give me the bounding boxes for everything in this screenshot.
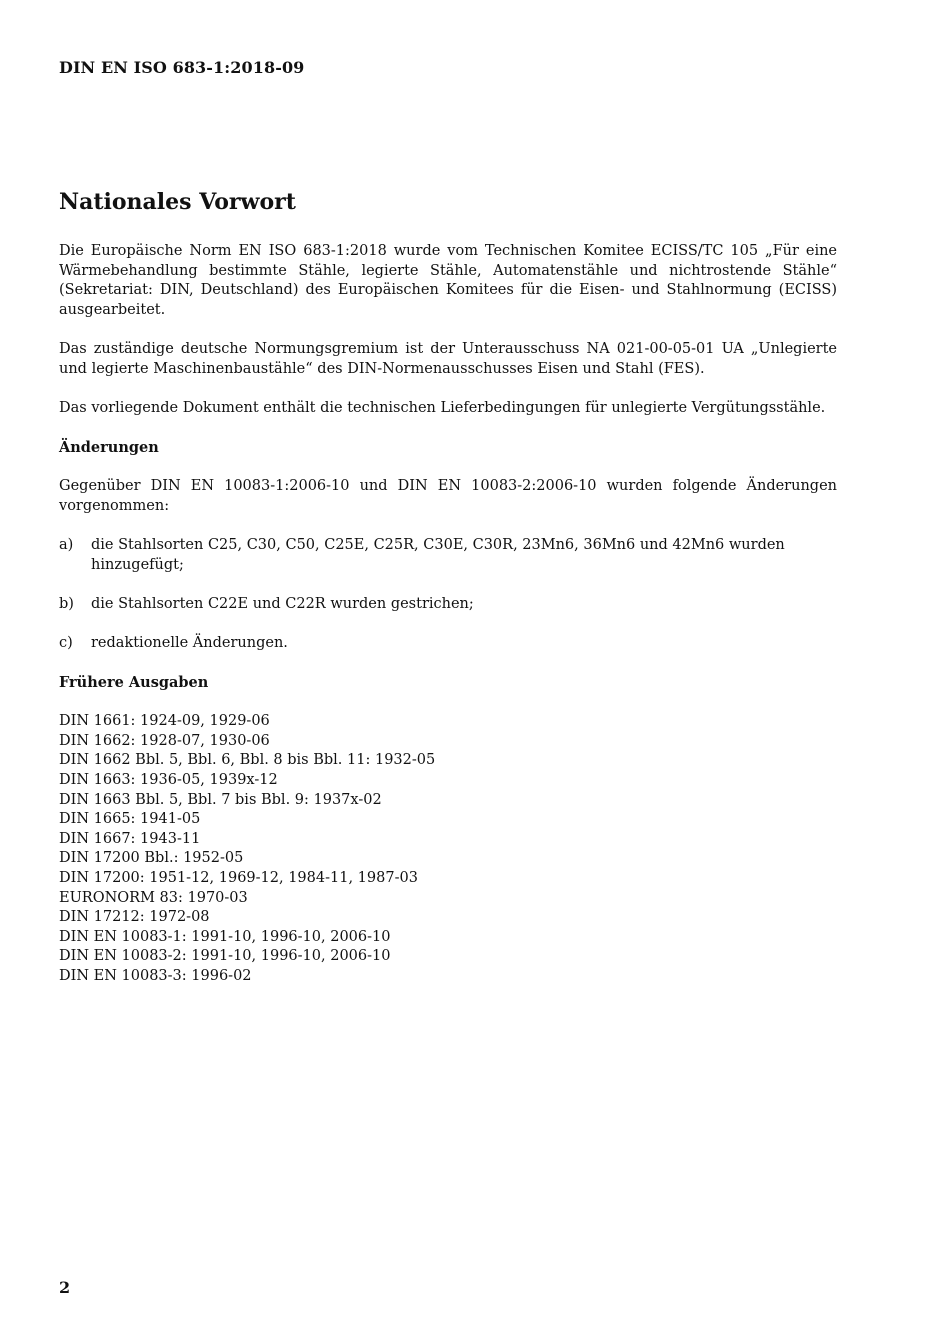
earlier-editions-list [59,712,837,986]
edition-line: DIN 17200 Bbl.: 1952-05 [59,850,244,867]
edition-line: DIN EN 10083-2: 1991-10, 1996-10, 2006-10 [59,948,391,965]
list-marker: c) [59,634,73,651]
page-number: 2 [59,1278,71,1297]
edition-line: DIN EN 10083-3: 1996-02 [59,967,252,984]
edition-line: DIN 1663 Bbl. 5, Bbl. 7 bis Bbl. 9: 1937x-02 [59,791,382,808]
edition-line: DIN 1663: 1936-05, 1939x-12 [59,772,278,789]
list-text: die Stahlsorten C22E und C22R wurden gestrichen; [91,595,474,612]
edition-line: DIN 17200: 1951-12, 1969-12, 1984-11, 1987-03 [59,870,418,886]
page-content [59,186,837,987]
list-text: die Stahlsorten C25, C30, C50, C25E, C25R, C30E, C30R, 23Mn6, 36Mn6 und 42Mn6 wurden hinzugefügt; [91,536,785,573]
list-item [59,595,837,615]
list-marker: a) [59,536,74,553]
earlier-editions-heading: Frühere Ausgaben [59,674,209,692]
list-item [59,536,837,575]
paragraph-2: Das zuständige deutsche Normungsgremium ist der Unterausschuss NA 021-00-05-01 UA „Unlegierte und legierte Maschinenbaustähle“ des DIN-Normenausschusses Eisen und Stahl (FES). [59,340,837,377]
paragraph-1: Die Europäische Norm EN ISO 683-1:2018 wurde vom Technischen Komitee ECISS/TC 105 „Für eine Wärmebehandlung bestimmte Stähle, legierte Stähle, Automatenstähle und nichtrostende Stähle“ (Sekretariat: DIN, Deutschland) des Europäischen Komitees für die Eisen- und Stahlnormung (ECISS) ausgearbeitet. [59,243,837,318]
edition-line: DIN 1661: 1924-09, 1929-06 [59,713,270,730]
edition-line: DIN 17212: 1972-08 [59,909,210,926]
page-title: Nationales Vorwort [59,189,296,215]
changes-intro: Gegenüber DIN EN 10083-1:2006-10 und DIN EN 10083-2:2006-10 wurden folgende Änderungen vorgenommen: [59,478,837,514]
list-text: redaktionelle Änderungen. [91,634,288,651]
edition-line: EURONORM 83: 1970-03 [59,889,248,906]
changes-heading: Änderungen [59,438,159,456]
edition-line: DIN 1665: 1941-05 [59,811,201,828]
edition-line: DIN 1662: 1928-07, 1930-06 [59,732,270,749]
paragraph-3: Das vorliegende Dokument enthält die technischen Lieferbedingungen für unlegierte Vergütungsstähle. [59,399,826,416]
document-id-header: DIN EN ISO 683-1:2018-09 [59,58,305,77]
edition-line: DIN 1662 Bbl. 5, Bbl. 6, Bbl. 8 bis Bbl. 11: 1932-05 [59,752,436,769]
list-marker: b) [59,595,74,612]
list-item [59,634,837,654]
edition-line: DIN 1667: 1943-11 [59,830,201,847]
edition-line: DIN EN 10083-1: 1991-10, 1996-10, 2006-10 [59,928,391,945]
